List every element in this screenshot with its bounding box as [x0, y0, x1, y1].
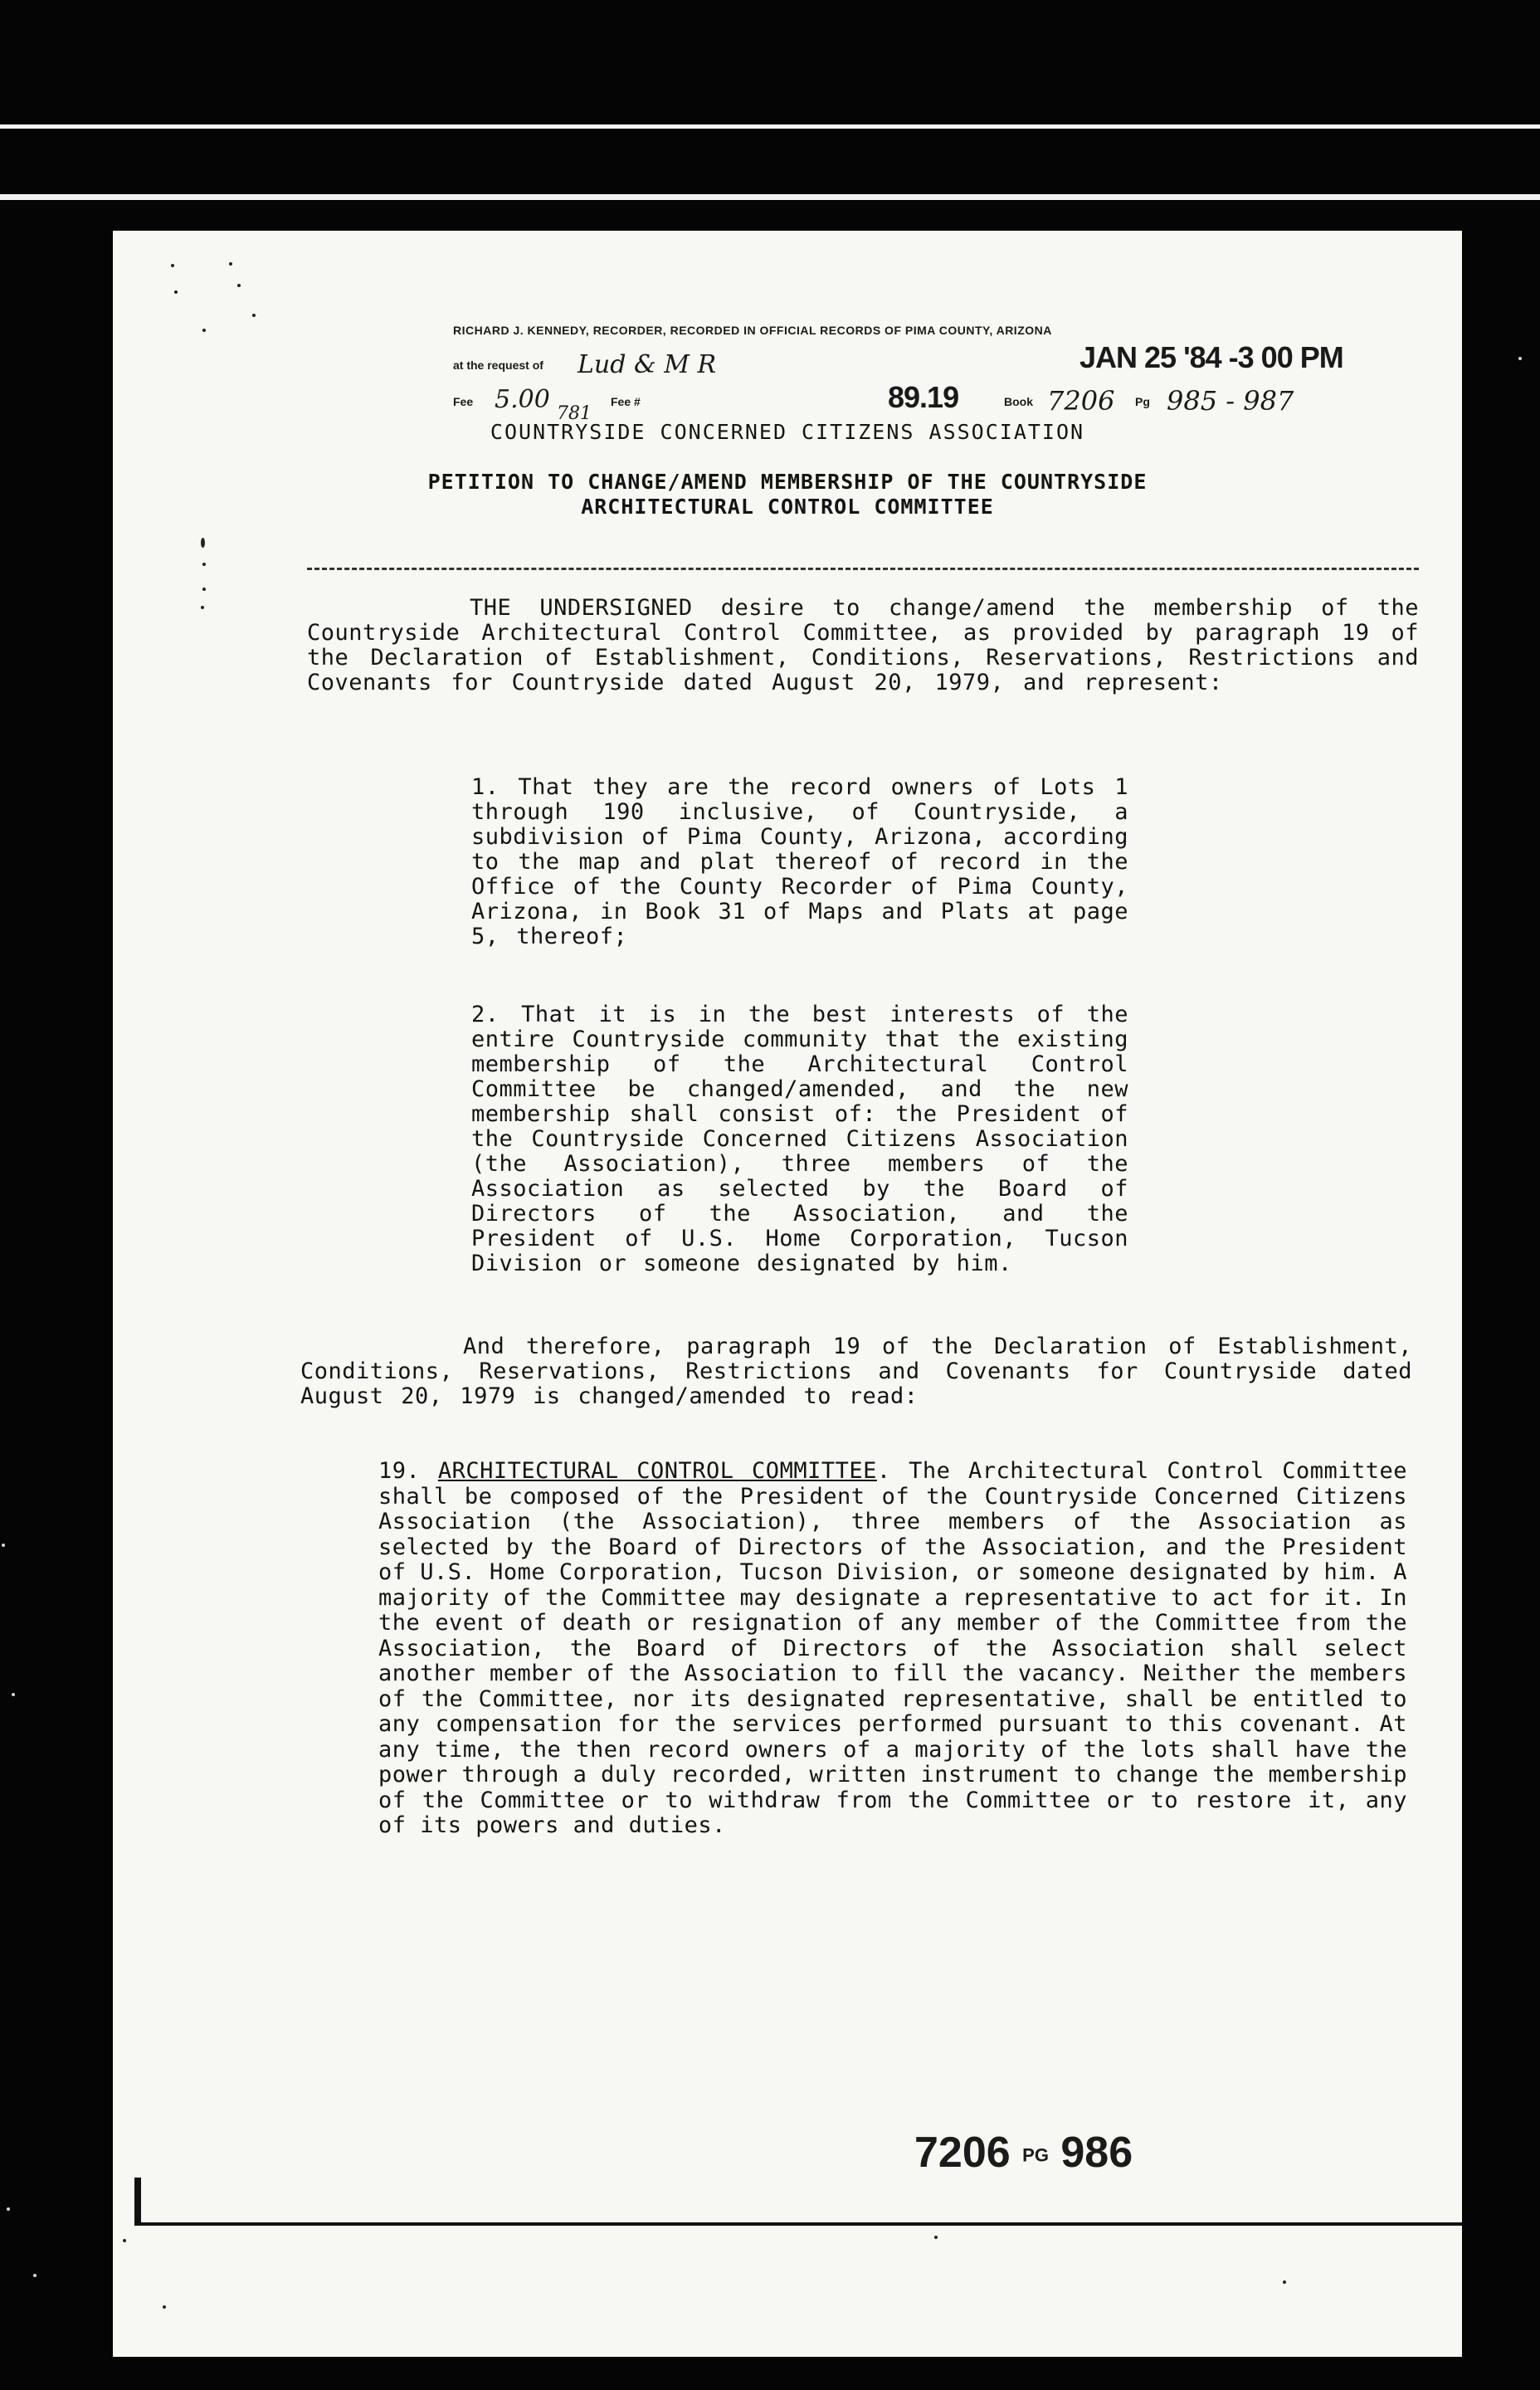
section-19-body: . The Architectural Control Committee shall be composed of the President of the Countryside Concerned Citizens Association (the Association), three members of the Association as selected by the Board of Directors of the Association, and the President of U.S. Home Corporation, Tucson Division, or someone designated by him. A majority of the Committee may designate a representative to act for it. In the event of death or resignation of any member of the Committee from the Association, the Board of Directors of the Association shall select another member of the Association to fill the vacancy. Neither the members of the Committee, nor its designated representative, shall be entitled to any compensation for the services performed pursuant to this covenant. At any time, the then record owners of a majority of the lots shall have the power through a duly recorded, written instrument to change the membership of the Committee or to withdraw from the Committee or to restore it, any of its powers and duties.: [378, 1458, 1407, 1838]
bottom-rule: [134, 2222, 1462, 2226]
intro-paragraph: THE UNDERSIGNED desire to change/amend the membership of the Countryside Architectural Control Committee, as provided by paragraph 19 of the Declaration of Establishment, Conditions, Reservations, Restrictions and Covenants for Countryside dated August 20, 1979, and represent:: [307, 595, 1419, 695]
recorder-line: RICHARD J. KENNEDY, RECORDER, RECORDED IN OFFICIAL RECORDS OF PIMA COUNTY, ARIZONA: [453, 324, 1052, 337]
scan-edge-line-top: [0, 124, 1540, 129]
margin-mark: [934, 2236, 938, 2239]
scan-speck: [1518, 357, 1522, 360]
scan-speck: [7, 2207, 10, 2211]
scan-edge-line-lower: [0, 194, 1540, 200]
margin-mark: [229, 262, 232, 266]
recording-stamp: [453, 324, 1349, 422]
margin-mark: [201, 538, 205, 548]
margin-mark: [201, 606, 204, 609]
handwritten-note: 781: [557, 403, 592, 424]
record-date-time: JAN 25 '84 -3 00 PM: [1079, 340, 1343, 374]
book-label: Book: [1004, 395, 1033, 408]
fee-number-label: Fee #: [611, 395, 641, 408]
book-page-stamp: [914, 2128, 1133, 2178]
therefore-paragraph: And therefore, paragraph 19 of the Declaration of Establishment, Conditions, Reservations, Restrictions and Covenants for Countryside dated August 20, 1979 is changed/amended to read:: [300, 1334, 1412, 1409]
document-page: [113, 231, 1462, 2357]
association-name: COUNTRYSIDE CONCERNED CITIZENS ASSOCIATION: [490, 420, 1085, 444]
petition-title: [113, 470, 1462, 519]
document-number: 89.19: [888, 380, 959, 414]
request-name: Lud & M R: [578, 350, 717, 379]
dashed-separator: [307, 568, 1419, 570]
margin-mark: [237, 284, 241, 287]
margin-mark: [202, 563, 206, 566]
edge-bar-mark: [134, 2178, 141, 2226]
footer-book: 7206: [914, 2129, 1011, 2177]
section-19-number: 19.: [378, 1458, 421, 1484]
scan-speck: [2, 1544, 5, 1547]
margin-mark: [1283, 2280, 1286, 2284]
recital-item-2: 2. That it is in the best interests of the entire Countryside community that the existing membership of the Architectural Control Committee be changed/amended, and the new membership shall consist of: the President of the Countryside Concerned Citizens Association (the Association), three members of the Association as selected by the Board of Directors of the Association, and the President of U.S. Home Corporation, Tucson Division or someone designated by him.: [471, 1002, 1128, 1276]
book-value: 7206: [1047, 385, 1115, 417]
fee-label: Fee: [453, 395, 474, 408]
page-value: 985 - 987: [1167, 385, 1294, 417]
footer-separator: PG: [1022, 2144, 1049, 2166]
margin-mark: [163, 2305, 166, 2309]
section-19-heading: ARCHITECTURAL CONTROL COMMITTEE: [437, 1458, 877, 1484]
margin-mark: [123, 2239, 126, 2242]
request-label: at the request of: [453, 358, 543, 372]
petition-title-line-2: ARCHITECTURAL CONTROL COMMITTEE: [581, 495, 994, 519]
scan-speck: [33, 2274, 37, 2277]
scan-speck: [12, 1693, 15, 1696]
margin-mark: [174, 290, 178, 294]
margin-mark: [171, 264, 174, 267]
margin-mark: [202, 588, 206, 591]
footer-page: 986: [1060, 2129, 1133, 2177]
fee-value: 5.00: [495, 385, 550, 414]
recital-item-1: 1. That they are the record owners of Lots 1 through 190 inclusive, of Countryside, a subdivision of Pima County, Arizona, according to the map and plat thereof of record in the Office of the County Recorder of Pima County, Arizona, in Book 31 of Maps and Plats at page 5, thereof;: [471, 774, 1128, 949]
section-19: [378, 1459, 1407, 1839]
page-label: Pg: [1135, 395, 1150, 408]
petition-title-line-1: PETITION TO CHANGE/AMEND MEMBERSHIP OF THE COUNTRYSIDE: [427, 470, 1148, 494]
margin-mark: [202, 329, 206, 332]
margin-mark: [252, 314, 256, 317]
